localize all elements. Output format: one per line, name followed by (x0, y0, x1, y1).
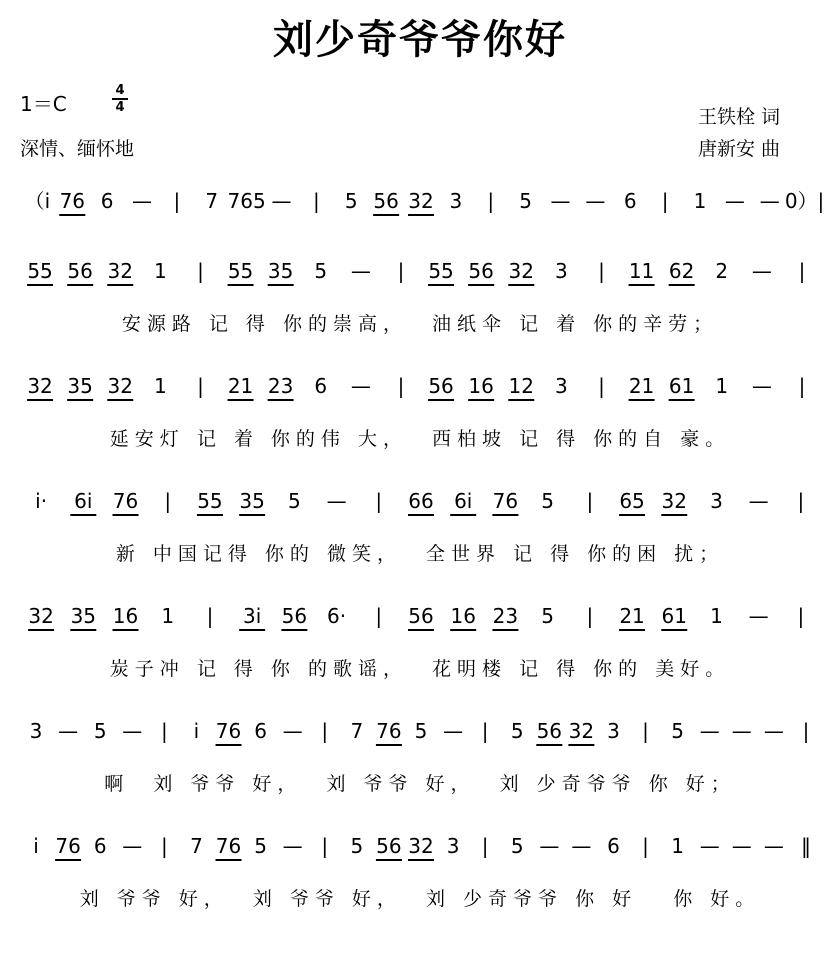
note-group: i (33, 834, 39, 858)
lyric-row (0, 772, 840, 800)
note-group: 1 (153, 374, 167, 398)
note-group: 65 (619, 489, 645, 513)
notation-row (0, 715, 840, 749)
note-group: 76 (55, 834, 81, 858)
note-group: — (550, 189, 571, 213)
note-group: — (699, 834, 720, 858)
note-group: 6 (607, 834, 620, 858)
note-group: 5 (314, 259, 328, 283)
note-group: 6 (254, 719, 267, 743)
note-group: 3 (449, 189, 463, 213)
note-group: 76 (59, 189, 86, 213)
note-group: 55 (27, 259, 53, 283)
barline: | (798, 374, 806, 398)
note-group: 32 (508, 259, 534, 283)
note-group: 23 (267, 374, 294, 398)
note-group: 1 (153, 259, 167, 283)
note-group: 6 (93, 834, 107, 858)
note-group: i· (35, 489, 48, 513)
lyric-row (0, 427, 840, 455)
note-group: 5 (254, 834, 267, 858)
barline: ‖ (800, 834, 811, 858)
note-group: 61 (668, 374, 695, 398)
note-group: 32 (28, 604, 54, 628)
note-group: — (763, 834, 784, 858)
notation-row (0, 255, 840, 289)
note-group: 3 (29, 719, 43, 743)
barline: | (598, 259, 605, 283)
note-group: 1 (715, 374, 729, 398)
note-group: （i (24, 189, 51, 213)
note-group: 3i (243, 604, 262, 628)
note-group: — (748, 604, 769, 628)
note-group: 35 (70, 604, 97, 628)
composer-credit: 唐新安 曲 (698, 138, 781, 160)
barline: | (164, 489, 172, 513)
note-group: 5 (414, 719, 428, 743)
note-group: 5 (510, 719, 524, 743)
note-group: 3 (554, 259, 568, 283)
barline: | (802, 719, 810, 743)
note-group: 5 (344, 189, 358, 213)
note-group: 6i (74, 489, 93, 513)
barline: | (481, 834, 489, 858)
note-group: 55 (428, 259, 454, 283)
note-group: 1 (710, 604, 723, 628)
note-group: — (571, 834, 592, 858)
barline: | (797, 604, 805, 628)
barline: | (598, 374, 605, 398)
note-group: — (763, 719, 784, 743)
barline: | (397, 374, 405, 398)
note-group: 55 (197, 489, 223, 513)
note-group: 6 (314, 374, 328, 398)
notation-row (0, 185, 840, 219)
barline: | (173, 189, 181, 213)
note-group: 7 (350, 719, 364, 743)
note-group: 32 (661, 489, 687, 513)
note-group: 1 (161, 604, 175, 628)
note-group: 12 (508, 374, 534, 398)
note-group: 3 (607, 719, 620, 743)
time-signature (110, 84, 130, 114)
note-group: 56 (428, 374, 454, 398)
notation-row (0, 600, 840, 634)
barline: | (321, 719, 329, 743)
note-group: 55 (227, 259, 254, 283)
barline: | (642, 834, 649, 858)
barline: | (661, 189, 669, 213)
barline: | (160, 719, 168, 743)
note-group: 1 (693, 189, 707, 213)
barline: | (481, 719, 489, 743)
note-group: — (282, 719, 303, 743)
lyric-text: 啊 刘 爷爷 好， 刘 爷爷 好， 刘 少奇爷爷 你 好； (104, 773, 736, 795)
meter-top: 4 (115, 83, 125, 98)
lyric-row (0, 657, 840, 685)
note-group: 32 (408, 834, 434, 858)
tempo-marking: 深情、缅怀地 (20, 138, 135, 160)
note-group: — (122, 834, 143, 858)
note-group: 35 (267, 259, 294, 283)
note-group: 62 (668, 259, 695, 283)
note-group: 0）| (784, 189, 825, 213)
note-group: — (350, 259, 371, 283)
note-group: — (748, 489, 769, 513)
note-group: 16 (450, 604, 476, 628)
note-group: 21 (227, 374, 254, 398)
note-group: 5 (671, 719, 684, 743)
note-group: 32 (107, 259, 133, 283)
note-group: 5 (93, 719, 107, 743)
note-group: — (350, 374, 371, 398)
song-title: 刘少奇爷爷你好 (273, 17, 567, 63)
lyricist-credit: 王铁栓 词 (698, 106, 781, 128)
note-group: 765 (227, 189, 266, 213)
note-group: — (731, 719, 752, 743)
barline: | (197, 374, 204, 398)
note-group: — (724, 189, 745, 213)
notation-row (0, 370, 840, 404)
barline: | (586, 489, 594, 513)
note-group: 56 (468, 259, 494, 283)
note-group: 56 (373, 189, 399, 213)
note-group: 76 (215, 719, 242, 743)
note-group: — (699, 719, 720, 743)
note-group: — (539, 834, 560, 858)
note-group: 32 (568, 719, 595, 743)
note-group: 11 (628, 259, 655, 283)
barline: | (397, 259, 405, 283)
note-group: — (751, 374, 772, 398)
lyric-text: 延安灯 记 着 你的伟 大， 西柏坡 记 得 你的自 豪。 (109, 428, 731, 450)
key-signature: 1＝C (20, 92, 67, 116)
note-group: 6i (454, 489, 473, 513)
note-group: 3 (446, 834, 460, 858)
note-group: 5 (541, 604, 554, 628)
note-group: 6 (623, 189, 637, 213)
note-group: — (271, 189, 292, 213)
meter-bottom: 4 (115, 100, 125, 115)
note-group: 56 (281, 604, 308, 628)
notation-row (0, 830, 840, 864)
note-group: 66 (408, 489, 434, 513)
note-group: 76 (376, 719, 402, 743)
note-group: i (193, 719, 200, 743)
barline: | (375, 604, 383, 628)
note-group: 61 (661, 604, 687, 628)
barline: | (586, 604, 594, 628)
note-group: — (759, 189, 780, 213)
note-group: 6· (327, 604, 347, 628)
barline: | (321, 834, 329, 858)
lyric-text: 刘 爷爷 好， 刘 爷爷 好， 刘 少奇爷爷 你 好 你 好。 (79, 888, 761, 910)
barline: | (642, 719, 649, 743)
note-group: 3 (710, 489, 723, 513)
barline: | (797, 489, 805, 513)
note-group: 16 (468, 374, 494, 398)
note-group: 7 (205, 189, 219, 213)
lyric-row (0, 887, 840, 915)
barline: | (313, 189, 320, 213)
lyric-row (0, 542, 840, 570)
barline: | (487, 189, 495, 213)
note-group: — (751, 259, 772, 283)
note-group: 76 (112, 489, 139, 513)
note-group: 5 (510, 834, 524, 858)
barline: | (798, 259, 806, 283)
note-group: 32 (107, 374, 133, 398)
barline: | (375, 489, 383, 513)
note-group: 7 (190, 834, 203, 858)
barline: | (197, 259, 204, 283)
note-group: 32 (408, 189, 434, 213)
note-group: — (326, 489, 347, 513)
note-group: 5 (519, 189, 532, 213)
note-group: — (585, 189, 606, 213)
note-group: — (443, 719, 464, 743)
lyric-text: 炭子冲 记 得 你 的歌谣， 花明楼 记 得 你的 美好。 (109, 658, 731, 680)
note-group: 5 (287, 489, 301, 513)
barline: | (160, 834, 168, 858)
note-group: 6 (100, 189, 114, 213)
note-group: 35 (67, 374, 93, 398)
note-group: 21 (619, 604, 645, 628)
note-group: — (58, 719, 79, 743)
note-group: 5 (541, 489, 554, 513)
note-group: 2 (715, 259, 729, 283)
note-group: — (132, 189, 153, 213)
note-group: — (282, 834, 303, 858)
lyric-text: 新 中国记得 你的 微笑， 全世界 记 得 你的困 扰； (115, 543, 725, 565)
lyric-text: 安源路 记 得 你的崇高， 油纸伞 记 着 你的辛劳； (121, 313, 719, 335)
note-group: 56 (536, 719, 563, 743)
note-group: 16 (112, 604, 139, 628)
note-group: 56 (376, 834, 402, 858)
note-group: 56 (67, 259, 93, 283)
lyric-row (0, 312, 840, 340)
note-group: 1 (671, 834, 684, 858)
note-group: — (122, 719, 143, 743)
note-group: 23 (492, 604, 519, 628)
note-group: 21 (628, 374, 655, 398)
barline: | (206, 604, 214, 628)
note-group: 35 (239, 489, 265, 513)
note-group: 56 (408, 604, 434, 628)
note-group: — (731, 834, 752, 858)
note-group: 76 (215, 834, 242, 858)
note-group: 32 (27, 374, 53, 398)
note-group: 5 (350, 834, 364, 858)
note-group: 76 (492, 489, 519, 513)
note-group: 3 (554, 374, 568, 398)
notation-row (0, 485, 840, 519)
